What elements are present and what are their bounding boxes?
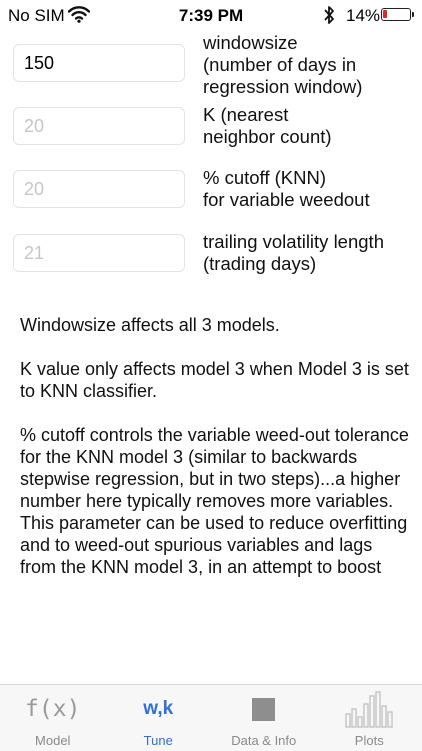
battery-percent: 14% [346,6,380,26]
status-bar [0,0,422,30]
carrier-label: No SIM [8,6,65,26]
volatility-length-input[interactable] [13,234,185,272]
k-neighbor-input[interactable] [13,107,185,145]
tab-model[interactable] [0,685,106,751]
tab-label: Data & Info [211,733,317,748]
battery-icon [381,8,411,21]
tab-data-info[interactable] [211,685,317,751]
tab-label: Model [0,733,106,748]
description-paragraph: K value only affects model 3 when Model 3 is set to KNN classifier. [20,358,412,402]
bar-chart-icon [317,691,422,727]
battery-fill [383,10,387,18]
function-icon: f(x) [0,691,106,727]
cutoff-label: % cutoff (KNN) for variable weedout [203,167,370,211]
windowsize-label: windowsize (number of days in regression window) [203,32,362,98]
volatility-length-label: trailing volatility length (trading days) [203,231,384,275]
square-icon [211,691,317,727]
description-text [20,314,412,600]
tab-plots[interactable] [317,685,422,751]
tab-label: Plots [317,733,422,748]
tune-icon: w,k [106,691,212,727]
description-paragraph: % cutoff controls the variable weed-out tolerance for the KNN model 3 (similar to backwards stepwise regression, but in two steps)...a higher number here typically removes more variables. This parameter can be used to reduce overfitting and to weed-out spurious variables and lags from the KNN model 3, in an attempt to boost [20,424,412,578]
windowsize-input[interactable] [13,44,185,82]
description-paragraph: Windowsize affects all 3 models. [20,314,412,336]
tab-bar [0,684,422,751]
k-neighbor-label: K (nearest neighbor count) [203,104,332,148]
cutoff-input[interactable] [13,170,185,208]
clock: 7:39 PM [0,6,422,26]
tab-tune[interactable] [106,685,212,751]
tab-label: Tune [106,733,212,748]
bluetooth-icon [323,5,335,30]
